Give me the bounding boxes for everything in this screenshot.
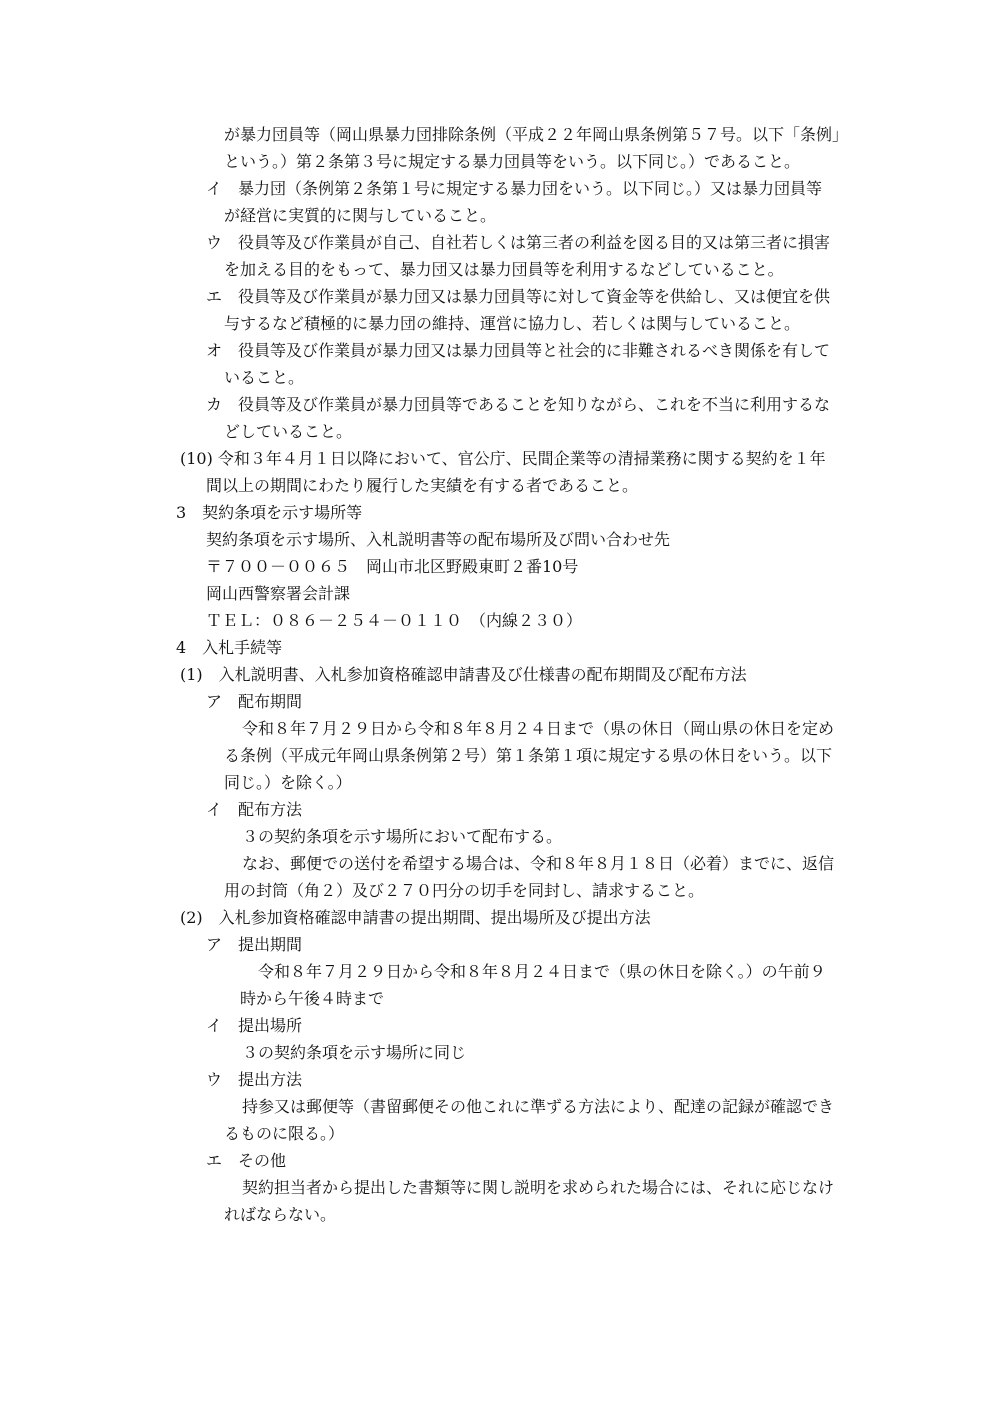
- text-line: 同じ。）を除く。）: [224, 773, 352, 792]
- text-line: を加える目的をもって、暴力団又は暴力団員等を利用するなどしていること。: [224, 260, 784, 279]
- office-name: 岡山西警察署会計課: [206, 584, 351, 603]
- section-heading: 3 契約条項を示す場所等: [176, 503, 363, 522]
- text-line: 令和８年７月２９日から令和８年８月２４日まで（県の休日（岡山県の休日を定め: [242, 719, 835, 738]
- item-heading: ア 提出期間: [206, 935, 303, 954]
- item-heading: イ 提出場所: [206, 1016, 303, 1035]
- text-line: なお、郵便での送付を希望する場合は、令和８年８月１８日（必着）までに、返信: [242, 854, 835, 873]
- text-line: 契約担当者から提出した書類等に関し説明を求められた場合には、それに応じなけ: [242, 1178, 835, 1197]
- item-heading: エ その他: [206, 1151, 287, 1170]
- text-line: 契約条項を示す場所、入札説明書等の配布場所及び問い合わせ先: [206, 530, 671, 549]
- text-line: オ 役員等及び作業員が暴力団又は暴力団員等と社会的に非難されるべき関係を有して: [206, 341, 831, 360]
- text-line: エ 役員等及び作業員が暴力団又は暴力団員等に対して資金等を供給し、又は便宜を供: [206, 287, 831, 306]
- text-line: ３の契約条項を示す場所において配布する。: [242, 827, 563, 846]
- text-line: ればならない。: [224, 1205, 337, 1224]
- text-line: ウ 役員等及び作業員が自己、自社若しくは第三者の利益を図る目的又は第三者に損害: [206, 233, 831, 252]
- text-line: 令和８年７月２９日から令和８年８月２４日まで（県の休日を除く。）の午前９: [258, 962, 826, 981]
- section-heading: 4 入札手続等: [176, 638, 283, 657]
- subsection-heading: (1) 入札説明書、入札参加資格確認申請書及び仕様書の配布期間及び配布方法: [180, 665, 747, 684]
- text-line: 持参又は郵便等（書留郵便その他これに準ずる方法により、配達の記録が確認でき: [242, 1097, 835, 1116]
- text-line: るものに限る。）: [224, 1124, 345, 1143]
- text-line: (10) 令和３年４月１日以降において、官公庁、民間企業等の清掃業務に関する契約を１年: [180, 449, 826, 468]
- text-line: カ 役員等及び作業員が暴力団員等であることを知りながら、これを不当に利用するな: [206, 395, 831, 414]
- postal-address: 〒７００－００６５ 岡山市北区野殿東町２番10号: [206, 557, 579, 576]
- text-line: イ 暴力団（条例第２条第１号に規定する暴力団をいう。以下同じ。）又は暴力団員等: [206, 179, 823, 198]
- item-heading: ア 配布期間: [206, 692, 303, 711]
- item-heading: ウ 提出方法: [206, 1070, 303, 1089]
- text-line: どしていること。: [224, 422, 353, 441]
- text-line: という。）第２条第３号に規定する暴力団員等をいう。以下同じ。）であること。: [224, 152, 801, 171]
- text-line: 間以上の期間にわたり履行した実績を有する者であること。: [206, 476, 639, 495]
- text-line: 用の封筒（角２）及び２７０円分の切手を同封し、請求すること。: [224, 881, 705, 900]
- item-heading: イ 配布方法: [206, 800, 303, 819]
- text-line: 時から午後４時まで: [240, 989, 385, 1008]
- text-line: が暴力団員等（岡山県暴力団排除条例（平成２２年岡山県条例第５７号。以下「条例」: [224, 125, 849, 144]
- text-line: いること。: [224, 368, 305, 387]
- phone-number: ＴＥＬ：０８６－２５４－０１１０ （内線２３０）: [206, 611, 583, 630]
- text-line: が経営に実質的に関与していること。: [224, 206, 497, 225]
- text-line: 与するなど積極的に暴力団の維持、運営に協力し、若しくは関与していること。: [224, 314, 801, 333]
- text-line: ３の契約条項を示す場所に同じ: [242, 1043, 467, 1062]
- text-line: る条例（平成元年岡山県条例第２号）第１条第１項に規定する県の休日をいう。以下: [224, 746, 833, 765]
- subsection-heading: (2) 入札参加資格確認申請書の提出期間、提出場所及び提出方法: [180, 908, 651, 927]
